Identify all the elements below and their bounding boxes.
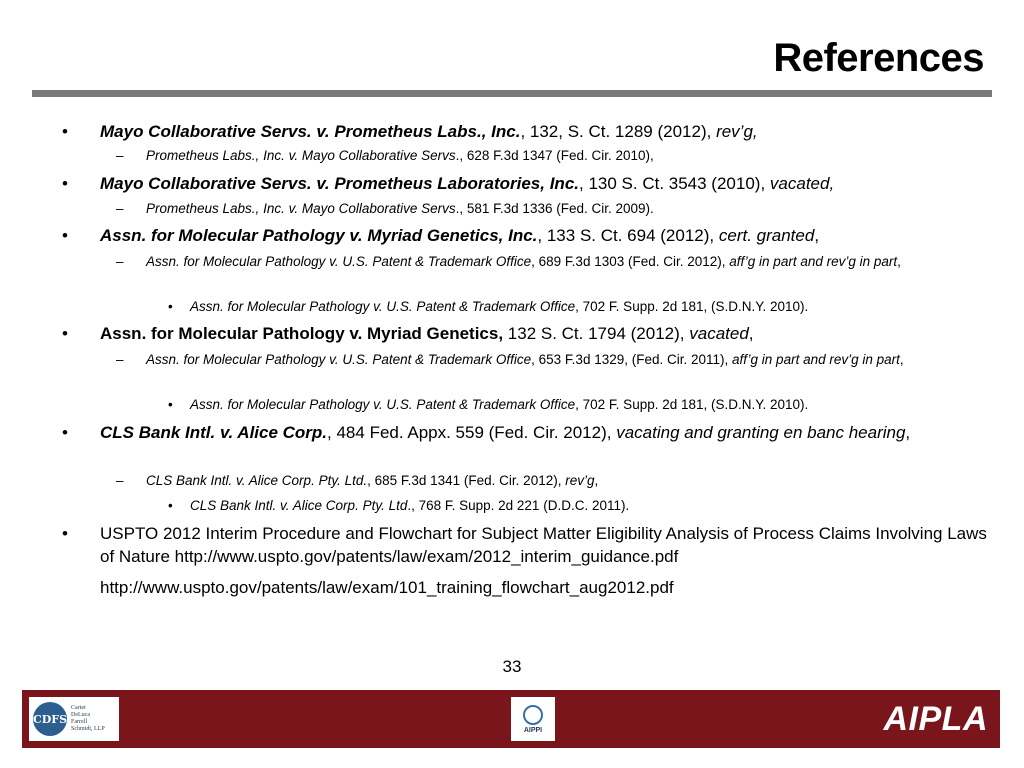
reference-entry-2 [116, 146, 996, 166]
entry-3-seg-0: Prometheus Labs., Inc. v. Mayo Collaborative Servs [146, 201, 456, 216]
footer-bar [22, 690, 1000, 748]
firm-name-line: Carter [71, 705, 86, 711]
firm-name-line: DeLuca [71, 712, 90, 718]
reference-entry-14 [62, 522, 1000, 568]
entry-1-seg-1: ., 628 F.3d 1347 (Fed. Cir. 2010), [455, 148, 654, 163]
aippi-logo-text: AIPPI [523, 726, 543, 734]
entry-2-seg-1: , 130 S. Ct. 3543 (2010), [579, 174, 770, 193]
aippi-ring-icon [523, 705, 543, 725]
firm-name-line: Schmidt, LLP [71, 726, 105, 732]
dash-marker: – [116, 254, 124, 269]
entry-7-seg-1: 132 S. Ct. 1794 (2012), [503, 324, 690, 343]
aippi-logo [511, 697, 555, 741]
entry-13-seg-0: USPTO 2012 Interim Procedure and Flowchart for Subject Matter Eligibility Analysis of Process Claims Involving Laws of Nature http://www.uspto.gov/patents/law/exam/2012_interim_guidance.pdf [100, 524, 987, 566]
page-number: 33 [502, 657, 522, 676]
entry-10-seg-3: , [905, 423, 911, 442]
entry-8-seg-0: Assn. for Molecular Pathology v. U.S. Patent & Trademark Office [146, 352, 532, 367]
entry-11-seg-3: , [594, 473, 599, 488]
entry-11-seg-0: CLS Bank Intl. v. Alice Corp. Pty. Ltd. [146, 473, 368, 488]
page-title: References [773, 36, 984, 80]
entry-10-seg-1: , 484 Fed. Appx. 559 (Fed. Cir. 2012), [327, 423, 617, 442]
entry-9-seg-1: , 702 F. Supp. 2d 181, (S.D.N.Y. 2010). [575, 397, 809, 412]
bullet-marker: • [62, 226, 68, 245]
entry-4-seg-2: cert. granted [718, 226, 815, 245]
reference-entry-3 [62, 172, 1000, 195]
aipla-brand: AIPLA [883, 700, 988, 738]
reference-entry-12 [116, 471, 996, 491]
dash-marker: – [116, 352, 124, 367]
entry-7-seg-2: vacated [689, 324, 749, 343]
reference-entry-1 [62, 120, 1000, 143]
entry-11-seg-2: rev’g [565, 473, 595, 488]
entry-5-seg-3: , [897, 254, 901, 269]
entry-4-seg-1: , 133 S. Ct. 694 (2012), [537, 226, 719, 245]
entry-0-seg-0: Mayo Collaborative Servs. v. Prometheus Labs., Inc. [100, 122, 521, 141]
bullet-marker: • [62, 524, 68, 543]
entry-5-seg-1: , 689 F.3d 1303 (Fed. Cir. 2012), [531, 254, 730, 269]
entry-6-seg-1: , 702 F. Supp. 2d 181, (S.D.N.Y. 2010). [575, 299, 809, 314]
reference-entry-10 [168, 395, 1000, 415]
entry-1-seg-0: Prometheus Labs., Inc. v. Mayo Collaborative Servs [146, 148, 456, 163]
entry-6-seg-0: Assn. for Molecular Pathology v. U.S. Patent & Trademark Office [190, 299, 576, 314]
entry-12-seg-1: ., 768 F. Supp. 2d 221 (D.D.C. 2011). [407, 498, 630, 513]
entry-8-seg-2: aff’g in part and rev’g in part [732, 352, 900, 367]
dash-marker: – [116, 148, 124, 163]
bullet-marker: • [168, 299, 173, 314]
bullet-marker: • [168, 397, 173, 412]
bullet-marker: • [62, 174, 68, 193]
bullet-marker: • [62, 324, 68, 343]
bullet-marker: • [62, 423, 68, 442]
reference-entry-8 [62, 322, 1000, 345]
entry-2-seg-0: Mayo Collaborative Servs. v. Prometheus Laboratories, Inc. [100, 174, 579, 193]
firm-name-line: Farrell [71, 719, 87, 725]
entry-9-seg-0: Assn. for Molecular Pathology v. U.S. Patent & Trademark Office [190, 397, 576, 412]
dash-marker: – [116, 201, 124, 216]
reference-entry-9 [116, 350, 996, 370]
entry-8-seg-3: , [899, 352, 904, 367]
entry-3-seg-1: ., 581 F.3d 1336 (Fed. Cir. 2009). [455, 201, 654, 216]
bullet-marker: • [168, 498, 173, 513]
bullet-marker: • [62, 122, 68, 141]
flowchart-url: http://www.uspto.gov/patents/law/exam/101_training_flowchart_aug2012.pdf [100, 578, 674, 597]
law-firm-logo [29, 697, 119, 741]
entry-4-seg-3: , [814, 226, 820, 245]
reference-entry-6 [116, 252, 996, 272]
entry-0-seg-2: rev’g, [716, 122, 758, 141]
entry-7-seg-3: , [748, 324, 754, 343]
entry-5-seg-0: Assn. for Molecular Pathology v. U.S. Patent & Trademark Office [146, 254, 532, 269]
reference-entry-7 [168, 297, 1000, 317]
dash-marker: – [116, 473, 124, 488]
firm-seal: CDFS [33, 702, 67, 736]
entry-2-seg-2: vacated, [769, 174, 835, 193]
entry-10-seg-0: CLS Bank Intl. v. Alice Corp. [100, 423, 328, 442]
entry-5-seg-2: aff’g in part and rev’g in part [729, 254, 898, 269]
entry-0-seg-1: , 132, S. Ct. 1289 (2012), [520, 122, 717, 141]
entry-8-seg-1: , 653 F.3d 1329, (Fed. Cir. 2011), [531, 352, 733, 367]
entry-12-seg-0: CLS Bank Intl. v. Alice Corp. Pty. Ltd [190, 498, 408, 513]
reference-entry-11 [62, 421, 1000, 444]
entry-7-seg-0: Assn. for Molecular Pathology v. Myriad Genetics, [100, 324, 504, 343]
reference-entry-5 [62, 224, 1000, 247]
entry-10-seg-2: vacating and granting en banc hearing [616, 423, 906, 442]
reference-entry-13 [168, 496, 1000, 516]
entry-4-seg-0: Assn. for Molecular Pathology v. Myriad Genetics, Inc. [100, 226, 538, 245]
reference-entry-4 [116, 199, 996, 219]
entry-11-seg-1: , 685 F.3d 1341 (Fed. Cir. 2012), [367, 473, 566, 488]
firm-name [71, 705, 105, 733]
